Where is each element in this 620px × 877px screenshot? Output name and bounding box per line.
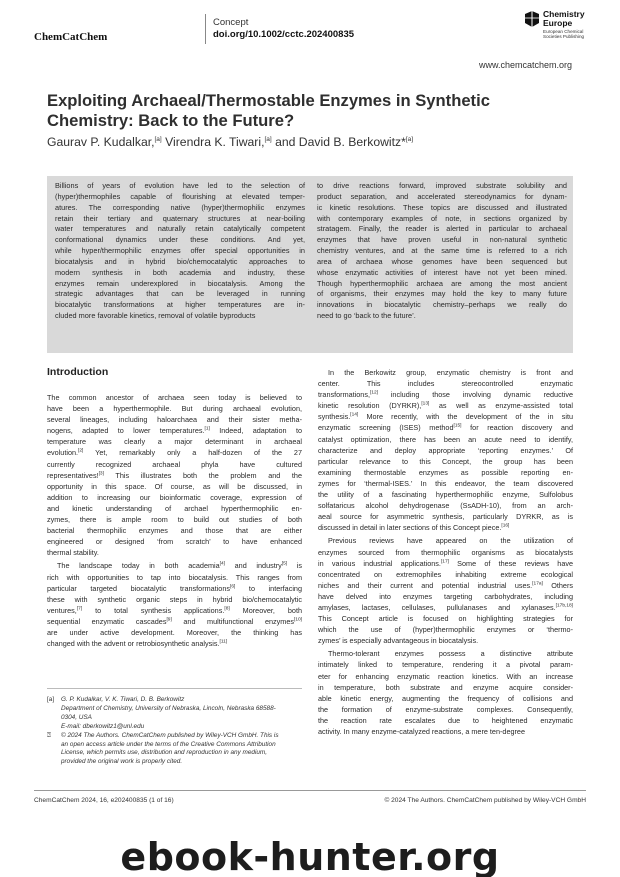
body-line: which the use of (hyper)thermophilic enzymes or ‘thermo- (318, 625, 573, 635)
body-line: zymes, there is ample room to build out studies of both (47, 515, 302, 525)
body-line: eter for enhancing enzymatic reaction kinetics. With an increase (318, 671, 573, 681)
abstract-line: strategic advantages that can be leveraged in running (55, 289, 305, 299)
publisher-name-line1: Chemistry (543, 9, 585, 19)
body-line: synthesis.[14] More recently, with the development of the in situ (318, 412, 573, 422)
body-line: The landscape today in both academia[4] and industry[5] is (57, 561, 302, 571)
body-line: have delved into enzymes targeting carbohydrates, including (318, 591, 573, 601)
abstract-left-column (55, 181, 305, 322)
body-line: temperature was clearly a major determinant in archaeal (47, 437, 302, 447)
publisher-subtitle (543, 29, 584, 40)
body-line: particular targeted biocatalytic transformations[6] to interfacing (47, 583, 302, 593)
body-line: enzymes sourced from thermophilic organisms as biocatalysts (318, 547, 573, 557)
abstract-line: ic kinetic resolutions. These topics are discussed and illustrated (317, 202, 567, 212)
abstract-line: need to go ‘back to the future’. (317, 311, 416, 321)
author-list (47, 135, 413, 149)
section-heading-introduction: Introduction (47, 366, 109, 378)
body-line: examining thermostable enzymes as possible reporting en- (318, 467, 573, 477)
abstract-line: enzymes remain underexplored in biocatalysis. Among the (55, 278, 305, 288)
author-1: Gaurav P. Kudalkar, (47, 135, 155, 149)
abstract-line: atures. The corresponding native (hyper)thermophilic enzymes (55, 202, 305, 212)
abstract-line: of organisms, their enzymes may hold the key to many future (317, 289, 567, 299)
footer-rule (34, 790, 586, 791)
abstract-line: while hyper/thermophilic enzymes offer special opportunities in (55, 246, 305, 256)
abstract-line: whose enzymatic activities of interest have not yet been mined. (317, 267, 567, 277)
abstract-line: chemistry ventures, and at the same time is referred to a rich (317, 246, 567, 256)
abstract-line: Though hyperthermophilic archaea are among the most ancient (317, 278, 567, 288)
body-line: in various industrial applications.[17] Some of these reviews have (318, 558, 574, 568)
body-line: intimately linked to temperature, rendering it a pivotal param- (318, 660, 573, 670)
footnote-rule (47, 688, 302, 689)
abstract-line: area of archaea whose genomes have been sequenced but (317, 256, 567, 266)
abstract-line: stratagem. Finally, the reader is alerted in particular to archaeal (317, 224, 567, 234)
body-line: currently recognized archaeal phyla have cultured (47, 459, 302, 469)
author-2: Virendra K. Tiwari, (161, 135, 265, 149)
chemistry-europe-logo-icon (523, 10, 541, 28)
body-line: evolution.[2] Yet, remarkably only a half-dozen of the 27 (47, 448, 302, 458)
watermark: ebook-hunter.org (120, 835, 500, 877)
body-line: aeal source for asymmetric synthesis, particularly DYRKR, as is (318, 512, 573, 522)
body-line: in temperature, both substrate and enzyme acquire consider- (318, 682, 573, 692)
body-line: solfataricus alcohol dehydrogenase (SsADH-10), from an arch- (318, 501, 573, 511)
body-line: concentrated on extremophiles inhabiting extreme ecological (318, 569, 573, 579)
body-line: catalyst optimization, there has been an acute need to identify, (318, 434, 573, 444)
body-line: engineered or designed ‘from scratch’ to have enhanced (47, 537, 302, 547)
license-line-3: License, which permits use, distribution and reproduction in any medium, (61, 749, 268, 757)
abstract-line: with contemporary examples of note, in sections organized by (317, 213, 567, 223)
affil-dept-2: 0304, USA (61, 713, 92, 721)
body-line: addition to increasing our bioinformatic coverage, expression of (47, 492, 302, 502)
affiliation-footnote (47, 696, 307, 767)
body-line: enzymatic screening (ISES) method[15] for reaction discovery and (318, 423, 573, 433)
affil-email[interactable]: E-mail: dberkowitz1@unl.edu (61, 722, 145, 730)
abstract-line: innovations in biocatalytic chemistry–perhaps we really do (317, 300, 567, 310)
body-line: the formation of enzyme-substrate complexes. Consequently, (318, 704, 573, 714)
body-line: zymes’ is especially advantageous in biocatalysis. (318, 636, 479, 646)
header-divider (205, 14, 206, 44)
license-line-1: © 2024 The Authors. ChemCatChem published by Wiley-VCH GmbH. This is (61, 731, 279, 739)
author-1-affil: [a] (154, 135, 162, 143)
body-line: and kinetic understanding of archael hyperthermophilic en- (47, 503, 302, 513)
abstract-line: to drive reactions forward, improved substrate solubility and (317, 181, 567, 190)
body-line: several lineages, including haloarchaea and their sister metha- (47, 415, 302, 425)
body-line: particular relevance to this Concept, the group has been (318, 456, 573, 466)
footer-copyright: © 2024 The Authors. ChemCatChem published by Wiley-VCH GmbH (384, 797, 586, 804)
affil-names: G. P. Kudalkar, V. K. Tiwari, D. B. Berkowitz (61, 696, 185, 703)
abstract-line: biocatalytic transformations at higher temperatures are in- (55, 300, 305, 310)
body-line: center. This includes stereocontrolled enzymatic (318, 379, 573, 389)
abstract-line: (hyper)thermophiles capable of flourishing at elevated temper- (55, 191, 305, 201)
author-2-affil: [a] (264, 135, 272, 143)
affil-key: [a] (47, 696, 55, 703)
doi-link[interactable]: doi.org/10.1002/cctc.202400835 (213, 29, 355, 40)
body-line: are under active development. Moreover, the thinking has (47, 627, 302, 637)
body-line: have been a hyperthermophile. But during archaeal evolution, (47, 404, 302, 414)
body-line: able kinetic energy, augmenting the frequency of collisions and (318, 693, 573, 703)
body-line: thermal stability. (47, 548, 99, 558)
abstract-line: retain their tertiary and quaternary structures at near-boiling (55, 213, 305, 223)
license-line-4: provided the original work is properly cited. (61, 758, 183, 766)
abstract-line: enzymes that have proven useful in non-natural synthetic (317, 235, 567, 245)
journal-website-link[interactable]: www.chemcatchem.org (478, 60, 572, 70)
body-line: nogens, adapted to lower temperatures.[1] Indeed, adaptation to (47, 426, 302, 436)
abstract-line: water temperatures and naturally retain catalytically competent (55, 224, 305, 234)
body-line: zymes for ‘thermal-ISES.’ In this endeavor, the team discovered (318, 478, 573, 488)
body-line: the reaction rate escalates due to heightened enzymatic (318, 715, 573, 725)
open-access-icon: ⍰ (47, 731, 51, 739)
publisher-subtitle-line2: Societies Publishing (543, 34, 585, 40)
article-title (47, 91, 587, 131)
body-line: niches and their current and potential industrial uses.[17a] Others (318, 580, 573, 590)
abstract-line: modern synthesis in both academia and industry, these (55, 267, 305, 277)
body-line: amylases, lactases, cellulases, pullulanases and xylanases.[17b,18] (318, 602, 573, 612)
abstract-line: cluded more favorable kinetics, removal of volatile byproducts (55, 311, 256, 321)
body-line: This Concept article is focused on highlighting strategies for (318, 614, 573, 624)
body-line: representatives![3] This illustrates both the problem and the (47, 470, 302, 480)
body-line: Previous reviews have appeared on the utilization of (328, 536, 573, 546)
title-line-2: Chemistry: Back to the Future? (47, 111, 295, 130)
body-line: sequential enzymatic cascades[9] and multifunctional enzymes[10] (47, 616, 302, 626)
body-line: the utility of a fascinating hyperthermophilic enzyme, Sulfolobus (318, 490, 573, 500)
body-line: kinetic resolution (DYRKR),[13] as well as enzyme-assisted total (318, 401, 573, 411)
abstract-line: biocatalysis and in hybrid bio/chemocatalytic approaches to (55, 256, 305, 266)
body-line: discussed in detail in later sections of this Concept piece.[16] (318, 523, 510, 533)
body-line: Thermo-tolerant enzymes possess a distinctive attribute (328, 649, 573, 659)
article-type: Concept (213, 17, 249, 28)
author-3-affil: [a] (405, 135, 414, 143)
affil-dept-1: Department of Chemistry, University of Nebraska, Lincoln, Nebraska 68588- (61, 704, 276, 712)
abstract-line: Billions of years of evolution have led to the selection of (55, 181, 305, 190)
body-line: these with synthetic organic steps in hybrid bio/chemocatalytic (47, 594, 302, 604)
body-line: In the Berkowitz group, enzymatic chemistry is front and (328, 368, 573, 377)
body-line: bacterial thermophilic enzymes and those that are either (47, 526, 302, 536)
abstract-line: product separation, and accelerated stereodynamics for dynam- (317, 191, 567, 201)
body-line: changed with the advent or retrobiosynthetic analysis.[11] (47, 639, 228, 649)
body-left-column (47, 392, 302, 649)
body-line: The common ancestor of archaea seen today is believed to (47, 393, 302, 402)
body-line: rich with opportunities to tap into biocatalysis. This ranges from (47, 572, 302, 582)
publisher-name-line2: Europe (543, 18, 573, 28)
journal-name: ChemCatChem (34, 31, 108, 43)
abstract-line: conformational dynamics under these conditions. And yet, (55, 235, 305, 245)
license-line-2: an open access article under the terms of the Creative Commons Attribution (61, 740, 276, 748)
abstract-right-column (317, 181, 567, 322)
footer-citation: ChemCatChem 2024, 16, e202400835 (1 of 16) (34, 797, 174, 804)
body-line: characterize and deploy appropriate ‘reporting enzymes.’ Of (318, 445, 573, 455)
abstract-box (47, 176, 573, 353)
publisher-subtitle-line1: European Chemical (543, 29, 584, 34)
body-line: ventures,[7] to total synthesis applications.[8] Moreover, both (47, 605, 302, 615)
title-line-1: Exploiting Archaeal/Thermostable Enzymes in Synthetic (47, 91, 490, 110)
publisher-name (543, 10, 585, 28)
body-line: activity. In many enzyme-catalyzed reactions, a mere ten-degree (318, 727, 525, 736)
body-line: opportunity in this space. Of course, as will be discussed, in (47, 481, 302, 491)
author-3: and David B. Berkowitz* (271, 135, 406, 149)
body-line: transformations,[12] including those involving dynamic reductive (318, 390, 573, 400)
body-right-column (318, 367, 573, 737)
